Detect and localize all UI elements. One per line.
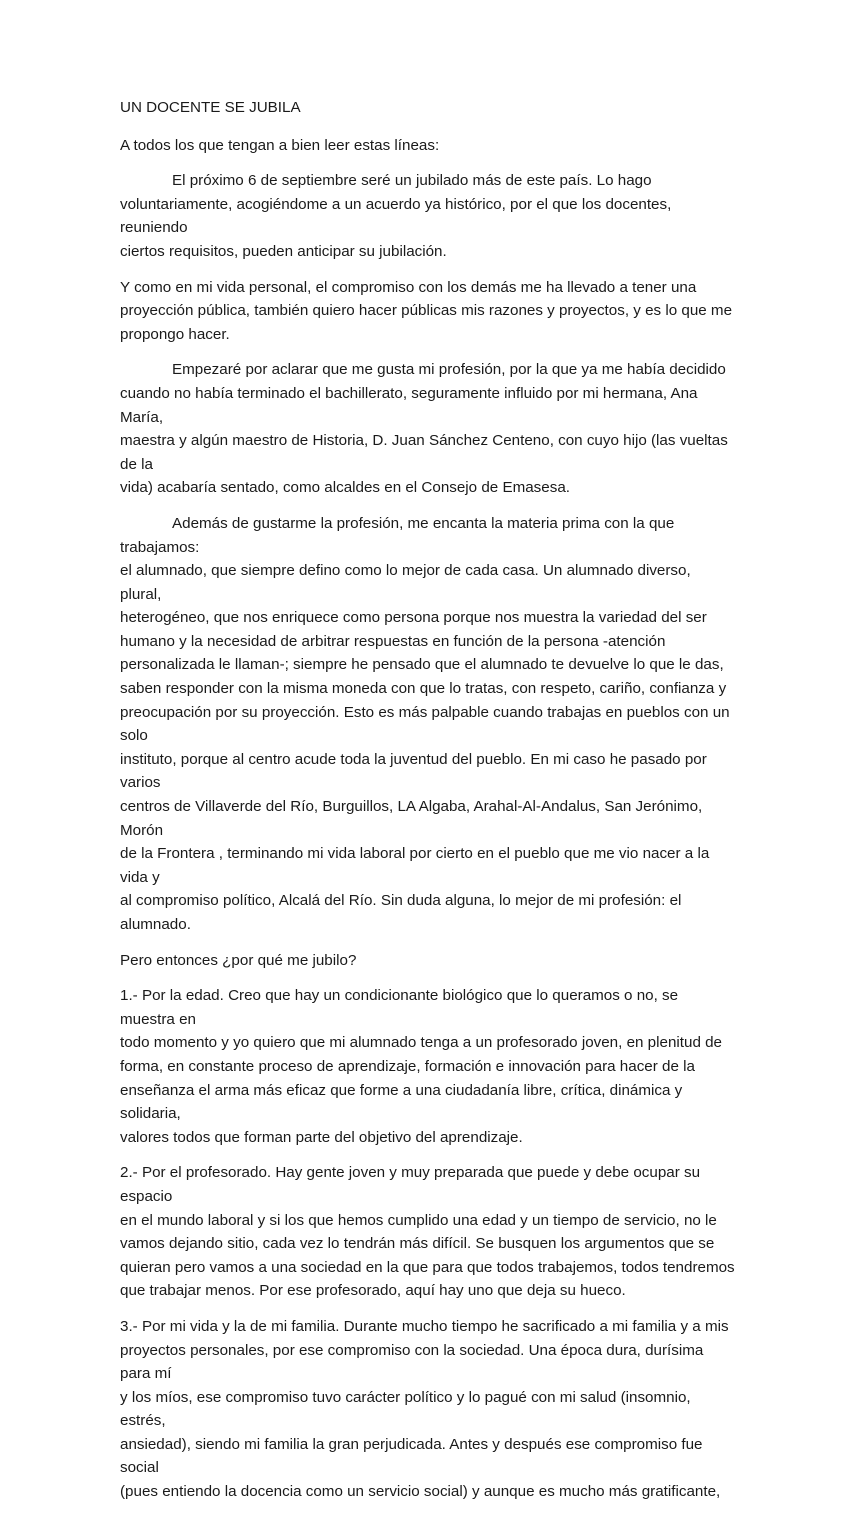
paragraph-profession: Empezaré por aclarar que me gusta mi profesión, por la que ya me había decidido cuando no había terminado el bachillerato, seguramente influido por mi hermana, Ana María, maestra y algún maestro de Historia, D. Juan Sánchez Centeno, con cuyo hijo (las vueltas de la vida) acabaría sentado, como alcaldes en el Consejo de Emasesa. xyxy=(120,361,728,497)
paragraph-reason-teachers: 2.- Por el profesorado. Hay gente joven y muy preparada que puede y debe ocupar su espacio en el mundo laboral y si los que hemos cumplido una edad y un tiempo de servicio, no le vamos dejando sitio, cada vez lo tendrán más difícil. Se busquen los argumentos que se quieran pero vamos a una sociedad en la que para que todos trabajemos, todos tendremos que trabajar menos. Por ese profesorado, aquí hay uno que deja su hueco. xyxy=(120,1164,735,1300)
paragraph-reason-family: 3.- Por mi vida y la de mi familia. Durante mucho tiempo he sacrificado a mi familia y a mis proyectos personales, por ese compromiso con la sociedad. Una época dura, durísima para mí y los míos, ese compromiso tuvo carácter político y lo pagué con mi salud (insomnio, estrés, ansiedad), siendo mi familia la gran perjudicada. Antes y después ese compromiso fue social (pues entiendo la docencia como un servicio social) y aunque es mucho más gratificante, xyxy=(120,1317,729,1501)
document-page xyxy=(120,96,735,1516)
paragraph-students: Además de gustarme la profesión, me encanta la materia prima con la que trabajamos: el alumnado, que siempre defino como lo mejor de cada casa. Un alumnado diverso, plural, heterogéneo, que nos enriquece como persona porque nos muestra la variedad del ser humano y la necesidad de arbitrar respuestas en función de la persona -atención personalizada le llaman-; siempre he pensado que el alumnado te devuelve lo que le das, saben responder con la misma moneda con que lo tratas, con respeto, cariño, confianza y preocupación por su proyección. Esto es más palpable cuando trabajas en pueblos con un solo instituto, porque al centro acude toda la juventud del pueblo. En mi caso he pasado por varios centros de Villaverde del Río, Burguillos, LA Algaba, Arahal-Al-Andalus, San Jerónimo, Morón de la Frontera , terminando mi vida laboral por cierto en el pueblo que me vio nacer a la vida y al compromiso político, Alcalá del Río. Sin duda alguna, lo mejor de mi profesión: el alumnado. xyxy=(120,514,730,933)
paragraph-jubilation-date: El próximo 6 de septiembre seré un jubilado más de este país. Lo hago voluntariamente, acogiéndome a un acuerdo ya histórico, por el que los docentes, reuniendo ciertos requisitos, pueden anticipar su jubilación. xyxy=(120,172,672,260)
paragraph-question: Pero entonces ¿por qué me jubilo? xyxy=(120,951,357,969)
greeting-line: A todos los que tengan a bien leer estas líneas: xyxy=(120,136,440,154)
document-title: UN DOCENTE SE JUBILA xyxy=(120,99,301,116)
paragraph-reason-age: 1.- Por la edad. Creo que hay un condicionante biológico que lo queramos o no, se muestra en todo momento y yo quiero que mi alumnado tenga a un profesorado joven, en plenitud de forma, en constante proceso de aprendizaje, formación e innovación para hacer de la enseñanza el arma más eficaz que forme a una ciudadanía libre, crítica, dinámica y solidaria, valores todos que forman parte del objetivo del aprendizaje. xyxy=(120,987,722,1146)
paragraph-public-commitment: Y como en mi vida personal, el compromiso con los demás me ha llevado a tener una proyección pública, también quiero hacer públicas mis razones y proyectos, y es lo que me propongo hacer. xyxy=(120,278,733,343)
